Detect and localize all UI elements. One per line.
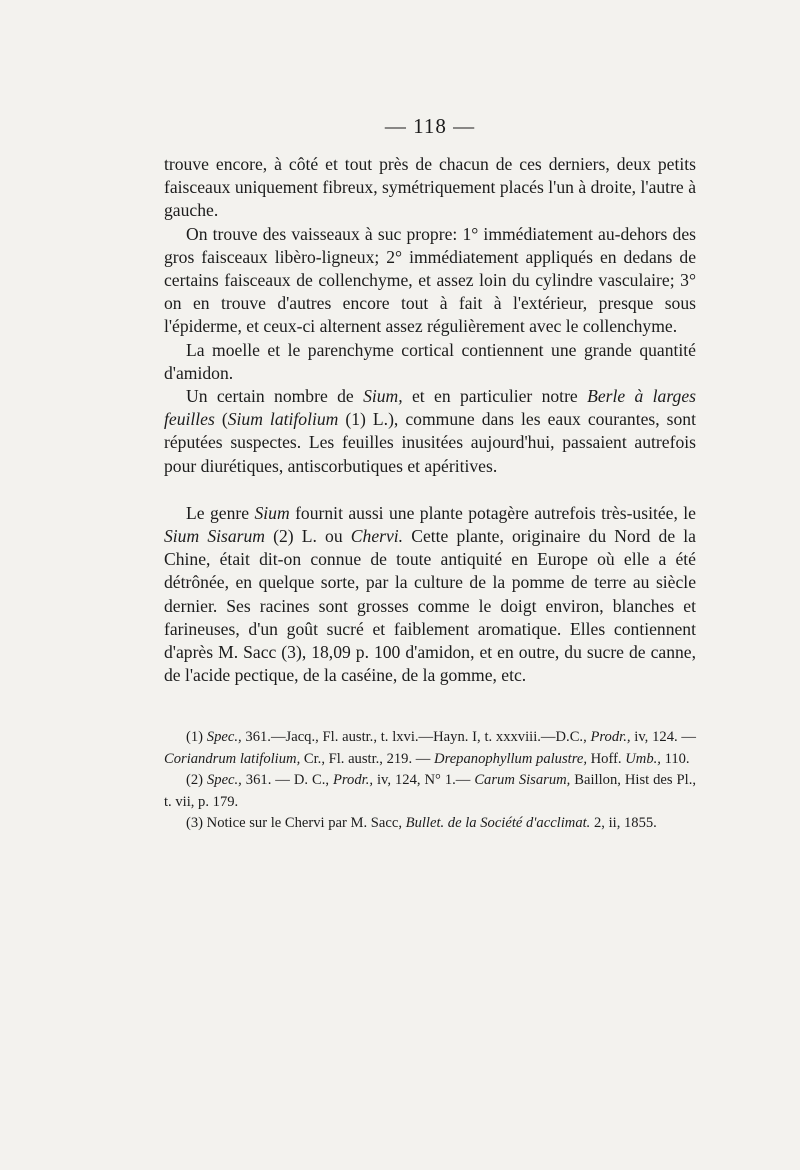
paragraph-4 (164, 385, 696, 478)
footnote-marker: (1) (186, 729, 207, 746)
taxon-name: Sium latifolium (227, 409, 339, 430)
text-run: et en particulier notre (402, 386, 588, 407)
citation-title: Prodr., (590, 729, 631, 746)
taxon-name: Coriandrum latifolium, (164, 750, 301, 767)
text-run: Baillon, Hist des Pl., t. vii, p. 179. (164, 772, 697, 810)
text-run: 2, ii, 1855. (590, 815, 657, 832)
text-run: Un certain nombre de (186, 386, 364, 407)
text-run: (3) Notice sur le Chervi par M. Sacc, (186, 815, 406, 832)
footnote-3 (164, 813, 696, 834)
text-run: Le genre (186, 502, 255, 523)
text-run: 361.—Jacq., Fl. austr., t. lxvi.—Hayn. I, t. xxxviii.—D.C., (241, 729, 591, 746)
common-name: Chervi. (350, 526, 404, 547)
citation-title: Bullet. de la Société d'acclimat. (405, 815, 591, 832)
text-run: iv, 124. — (630, 729, 696, 746)
taxon-name: Carum Sisarum, (474, 772, 571, 789)
citation-title: Umb., (625, 750, 661, 767)
taxon-name: Sium, (363, 386, 403, 407)
page-number: — 118 — (384, 114, 476, 138)
text-run: Hoff. (586, 750, 626, 767)
paragraph-1: trouve encore, à côté et tout près de chacun de ces derniers, deux petits faisceaux uniquement fibreux, symétriquement placés l'un à droite, l'autre à gauche. (164, 154, 696, 221)
text-run: fournit aussi une plante potagère autrefois très-usitée, le (289, 502, 696, 523)
text-run: Cr., Fl. austr., 219. — (300, 750, 435, 767)
text-run: (2) L. ou (265, 526, 351, 547)
body-text (164, 153, 696, 687)
citation-title: Spec., (206, 772, 242, 789)
taxon-name: Sium Sisarum (164, 526, 265, 547)
footnote-marker: (2) (186, 772, 207, 789)
taxon-name: Sium (254, 502, 290, 523)
text-run: 110. (660, 750, 690, 767)
text-run: (1) L.), commune dans les eaux courantes, sont réputées suspectes. Les feuilles inusitées aujourd'hui, passaient autrefois pour diurétiques, antiscorbutiques et apéritives. (164, 409, 696, 476)
footnote-2 (164, 770, 696, 813)
paragraph-5 (164, 502, 696, 688)
paragraph-3: La moelle et le parenchyme cortical contiennent une grande quantité d'amidon. (164, 339, 696, 383)
citation-title: Prodr., (333, 772, 374, 789)
text-run: iv, 124, N° 1.— (373, 772, 475, 789)
footnotes (164, 727, 696, 834)
citation-title: Spec., (206, 729, 242, 746)
text-run: ( (214, 409, 228, 430)
paragraph-2: On trouve des vaisseaux à suc propre: 1° immédiatement au-dehors des gros faisceaux libèro-ligneux; 2° immédiatement appliqués en dedans de certains faisceaux de collenchyme, et assez loin du cylindre vasculaire; 3° on en trouve d'autres encore tout à fait à l'extérieur, presque sous l'épiderme, et ceux-ci alternent assez régulièrement avec le collenchyme. (164, 223, 696, 337)
footnote-1 (164, 727, 696, 770)
text-run: Cette plante, originaire du Nord de la Chine, était dit-on connue de toute antiquité en Europe où elle a été détrônée, en quelque sorte, par la culture de la pomme de terre au siècle dernier. Ses racines sont grosses comme le doigt environ, blanches et farineuses, d'un goût sucré et faiblement aromatique. Elles contiennent d'après M. Sacc (3), 18,09 p. 100 d'amidon, et en outre, du sucre de canne, de l'acide pectique, de la caséine, de la gomme, etc. (164, 526, 696, 686)
taxon-name: Drepanophyllum palustre, (434, 750, 587, 767)
text-run: 361. — D. C., (241, 772, 333, 789)
common-name: Berle à larges feuilles (164, 386, 696, 430)
